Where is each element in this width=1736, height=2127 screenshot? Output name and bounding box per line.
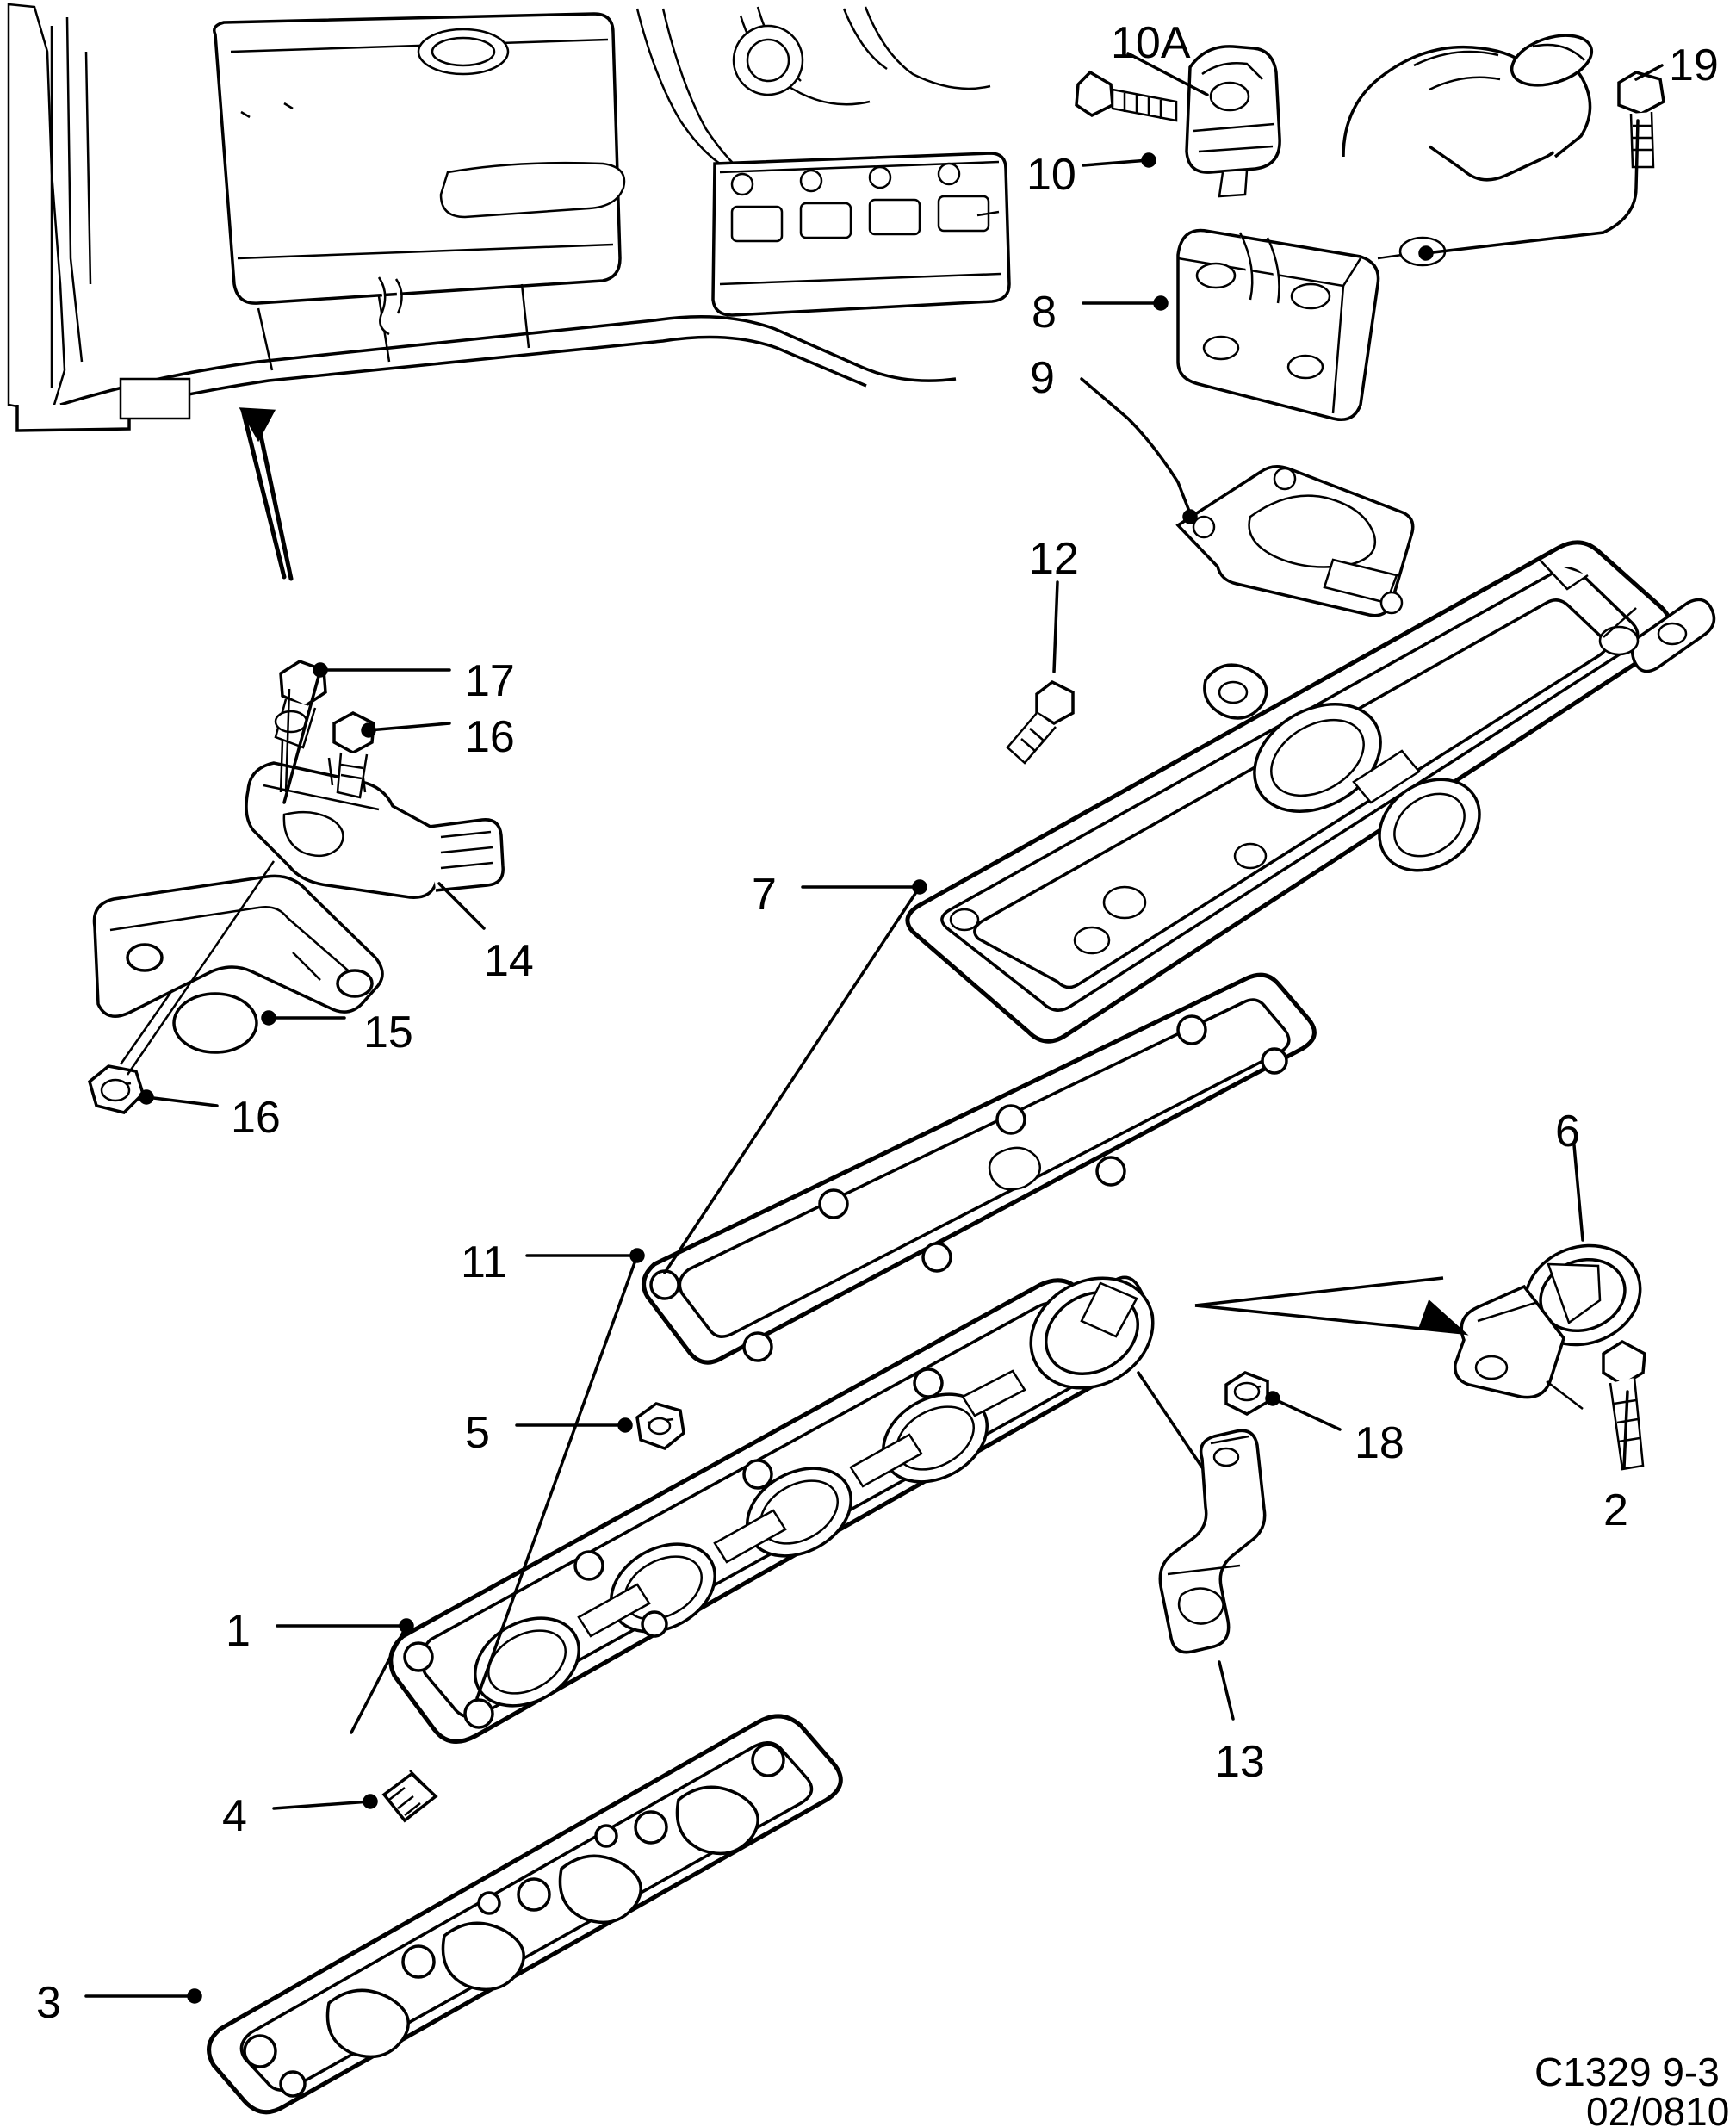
part-3-head-gasket (209, 1716, 841, 2112)
callout-17: 17 (465, 656, 515, 706)
part-4-stud (384, 1770, 436, 1820)
engine-bay-pointer (243, 410, 291, 579)
part-19-bolt (1619, 72, 1664, 167)
part-7-intake-manifold (908, 543, 1714, 1041)
document-revision-date: 02/0810 (1586, 2089, 1730, 2127)
part-18-bolt (1226, 1373, 1268, 1414)
callout-4: 4 (222, 1791, 247, 1841)
callout-10a: 10A (1111, 18, 1191, 68)
callout-1: 1 (226, 1606, 251, 1656)
callout-2: 2 (1603, 1485, 1628, 1535)
callout-15: 15 (363, 1008, 413, 1057)
callout-14: 14 (484, 936, 534, 986)
part-12-bolt (1008, 682, 1073, 763)
callout-5: 5 (465, 1408, 490, 1458)
callout-8: 8 (1032, 288, 1057, 338)
callout-16-bottom: 16 (231, 1093, 281, 1143)
part-1-lower-manifold (391, 1256, 1173, 1741)
callout-18: 18 (1355, 1418, 1404, 1468)
part-6-transfer-arrows (1195, 1278, 1464, 1333)
callout-13: 13 (1215, 1737, 1265, 1787)
document-reference-code: C1329 9-3 (1534, 2049, 1720, 2094)
engine-bay-illustration (9, 4, 1009, 431)
callout-16-top: 16 (465, 712, 515, 762)
callout-19: 19 (1669, 40, 1719, 90)
part-15-bracket (94, 876, 382, 1052)
callout-12: 12 (1029, 534, 1079, 584)
callout-9: 9 (1030, 353, 1055, 403)
part-13-bracket (1160, 1430, 1264, 1652)
leader-lines (86, 53, 1662, 2002)
callout-11: 11 (461, 1237, 507, 1287)
part-10-bolt (1076, 72, 1176, 121)
callout-3: 3 (36, 1978, 61, 2028)
callout-7: 7 (752, 870, 777, 920)
callout-10: 10 (1026, 150, 1076, 200)
part-5-nut (637, 1404, 684, 1448)
part-10a-sensor (1187, 47, 1280, 196)
callout-6: 6 (1555, 1107, 1580, 1157)
part-9-gasket (1178, 467, 1413, 616)
